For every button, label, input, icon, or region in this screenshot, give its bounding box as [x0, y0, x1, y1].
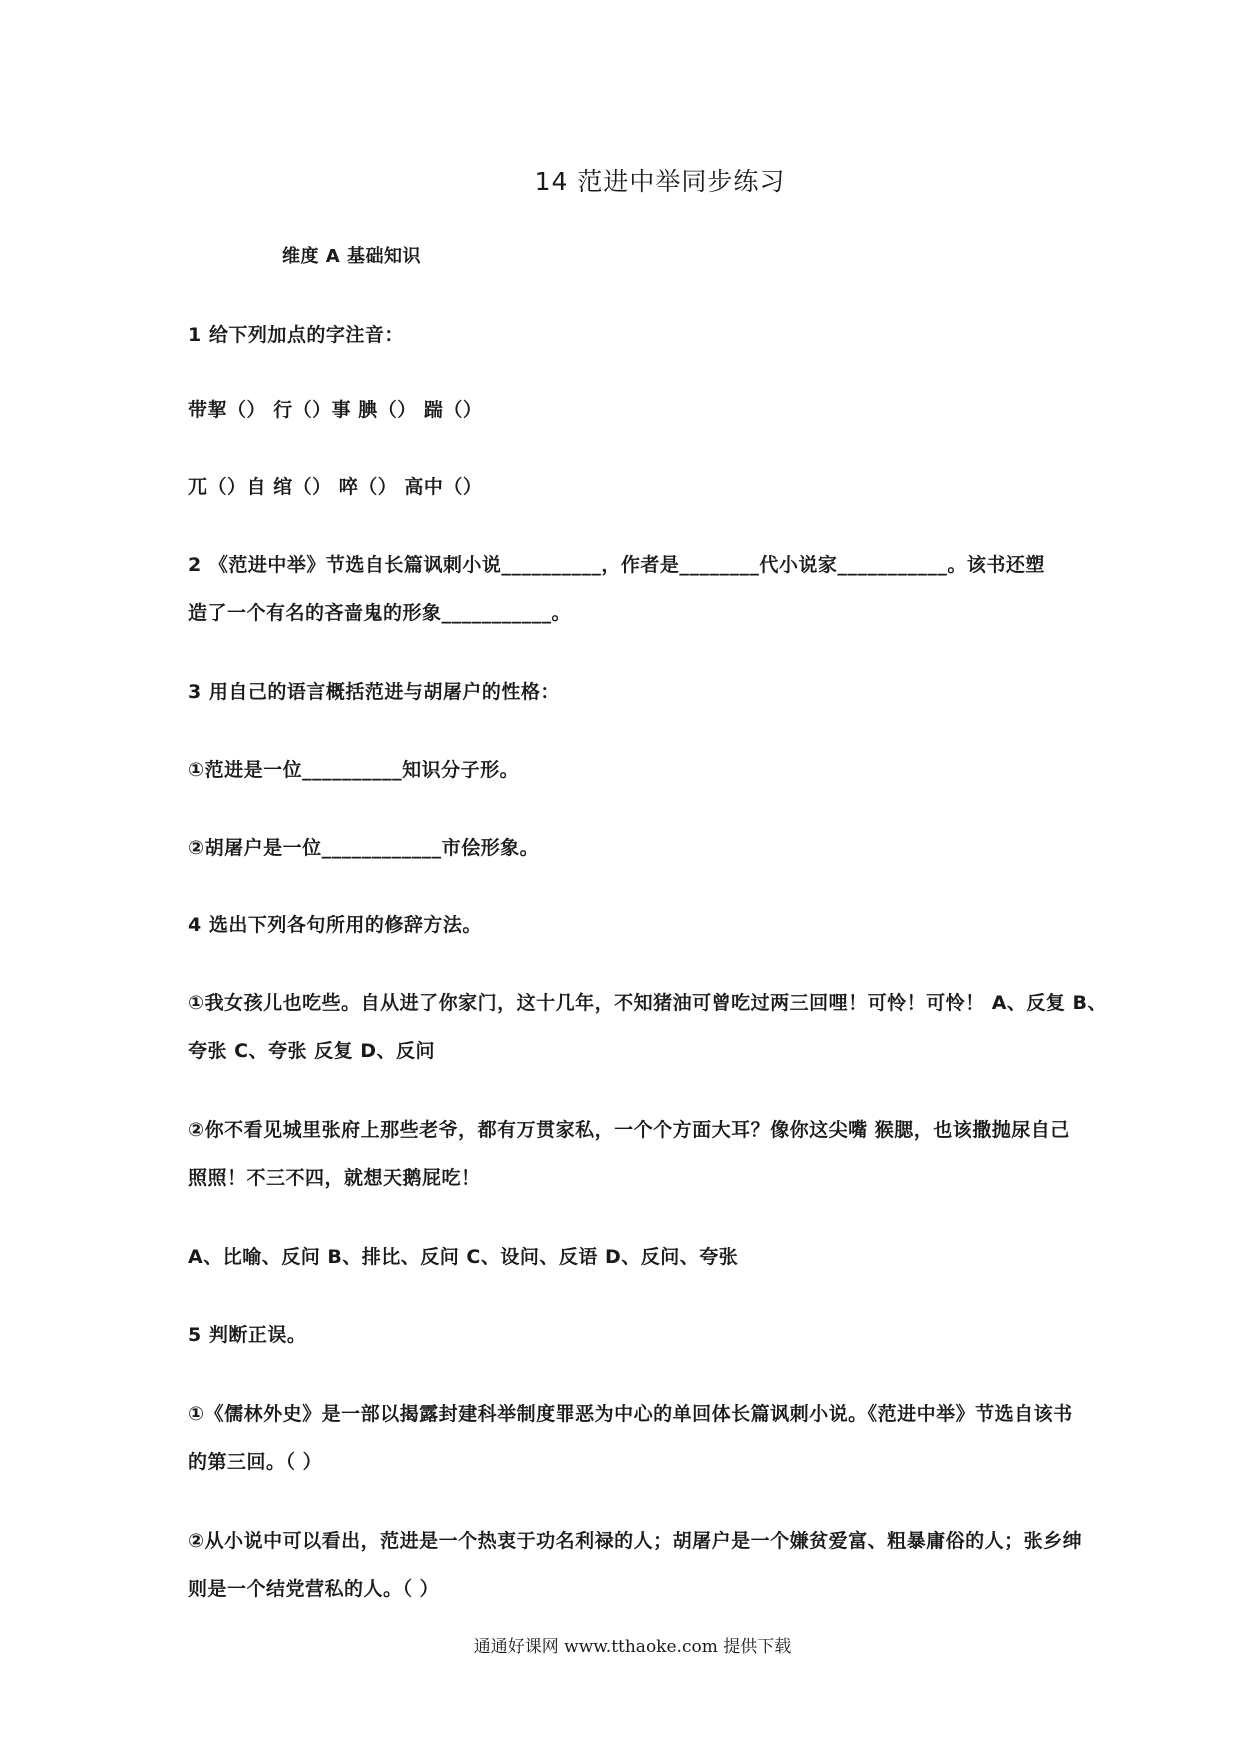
- section-heading: 维度 A 基础知识: [282, 246, 421, 267]
- question-4-item-2-line-2: 照照！不三不四，就想天鹅屁吃！: [188, 1167, 481, 1189]
- question-3-item-2: ②胡屠户是一位____________市侩形象。: [188, 837, 540, 859]
- page-title: 14 范进中举同步练习: [534, 167, 786, 196]
- question-4-item-2-line-1: ②你不看见城里张府上那些老爷，都有万贯家私，一个个方面大耳？像你这尖嘴 猴腮，也该撒抛尿自己: [188, 1119, 1070, 1141]
- question-5-item-2-line-2: 则是一个结党营私的人。（ ）: [188, 1578, 440, 1600]
- question-4-options: A、比喻、反问 B、排比、反问 C、设问、反语 D、反问、夸张: [188, 1246, 739, 1268]
- question-4-item-1-line-1: ①我女孩儿也吃些。自从进了你家门，这十几年，不知猪油可曾吃过两三回哩！可怜！可怜！ A、反复 B、: [188, 992, 1108, 1014]
- question-2-line-1: 2 《范进中举》节选自长篇讽刺小说__________，作者是________代小说家___________。该书还塑: [188, 554, 1045, 576]
- question-5-item-1-line-2: 的第三回。（ ）: [188, 1451, 323, 1473]
- question-5-prompt: 5 判断正误。: [188, 1324, 307, 1346]
- question-1-prompt: 1 给下列加点的字注音：: [188, 324, 404, 346]
- question-2-line-2: 造了一个有名的吝啬鬼的形象___________。: [188, 602, 572, 624]
- question-3-prompt: 3 用自己的语言概括范进与胡屠户的性格：: [188, 681, 560, 703]
- question-1-row-1: 带挈（） 行（）事 腆（） 踹（）: [188, 399, 483, 421]
- question-5-item-2-line-1: ②从小说中可以看出，范进是一个热衷于功名利禄的人；胡屠户是一个嫌贫爱富、粗暴庸俗的人；张乡绅: [188, 1530, 1083, 1552]
- question-4-item-1-line-2: 夸张 C、夸张 反复 D、反问: [188, 1040, 436, 1062]
- question-3-item-1: ①范进是一位__________知识分子形。: [188, 759, 520, 781]
- question-5-item-1-line-1: ①《儒林外史》是一部以揭露封建科举制度罪恶为中心的单回体长篇讽刺小说。《范进中举》节选自该书: [188, 1403, 1073, 1425]
- question-4-prompt: 4 选出下列各句所用的修辞方法。: [188, 914, 482, 936]
- question-1-row-2: 兀（）自 绾（） 啐（） 高中（）: [188, 476, 483, 498]
- page-footer: 通通好课网 www.tthaoke.com 提供下载: [473, 1637, 792, 1657]
